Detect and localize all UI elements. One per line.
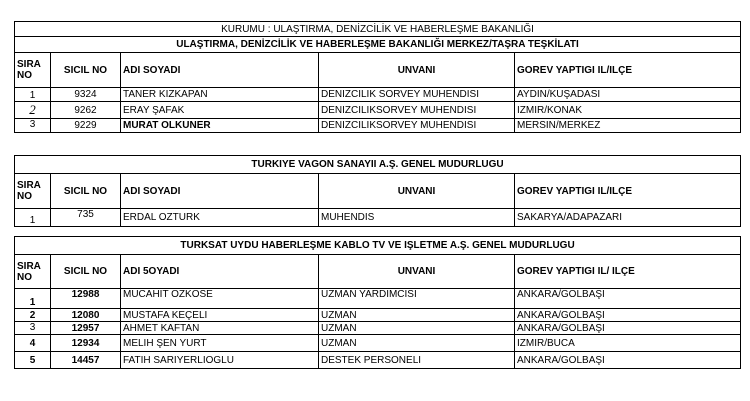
row-number: 5 <box>15 352 51 369</box>
row-sicil: 12957 <box>51 322 121 335</box>
table-row <box>15 289 741 309</box>
column-header-sicil: SICIL NO <box>51 255 121 289</box>
row-name: MELIH ŞEN YURT <box>121 335 319 352</box>
row-name: TANER KIZKAPAN <box>121 88 319 102</box>
row-title: MUHENDIS <box>319 209 515 227</box>
column-header-sira: SIRA NO <box>15 53 51 88</box>
row-number: 1 <box>15 289 51 309</box>
row-title: UZMAN <box>319 309 515 322</box>
row-name: AHMET KAFTAN <box>121 322 319 335</box>
row-title: DENIZCILIK SORVEY MUHENDISI <box>319 88 515 102</box>
row-name: ERAY ŞAFAK <box>121 102 319 119</box>
column-header-gorev: GOREV YAPTIGI IL/ ILÇE <box>515 255 741 289</box>
ministry-table <box>14 21 741 133</box>
column-header-sicil: SICIL NO <box>51 53 121 88</box>
row-location: AYDIN/KUŞADASI <box>515 88 741 102</box>
turksat-table <box>14 236 741 369</box>
table-row <box>15 352 741 369</box>
table-row <box>15 102 741 119</box>
row-title: DENIZCILIKSORVEY MUHENDISI <box>319 102 515 119</box>
row-title: DESTEK PERSONELI <box>319 352 515 369</box>
row-sicil: 12080 <box>51 309 121 322</box>
column-header-adi: ADI 5OYADI <box>121 255 319 289</box>
row-sicil: 9324 <box>51 88 121 102</box>
row-title: UZMAN <box>319 322 515 335</box>
row-name: MUCAHIT OZKOSE <box>121 289 319 309</box>
row-number: 2 <box>15 309 51 322</box>
row-sicil: 12934 <box>51 335 121 352</box>
row-location: ANKARA/GOLBAŞI <box>515 309 741 322</box>
row-title: UZMAN <box>319 335 515 352</box>
row-location: IZMIR/KONAK <box>515 102 741 119</box>
row-sicil: 735 <box>51 209 121 227</box>
institution-title: KURUMU : ULAŞTIRMA, DENİZCİLİK VE HABERLEŞME BAKANLIĞI <box>15 22 741 37</box>
row-location: ANKARA/GOLBAŞI <box>515 322 741 335</box>
row-location: ANKARA/GOLBAŞI <box>515 352 741 369</box>
row-location: MERSIN/MERKEZ <box>515 119 741 133</box>
row-number: 1 <box>15 209 51 227</box>
column-header-gorev: GOREV YAPTIGI IL/ILÇE <box>515 53 741 88</box>
row-location: SAKARYA/ADAPAZARI <box>515 209 741 227</box>
column-header-gorev: GOREV YAPTIGI IL/ILÇE <box>515 174 741 209</box>
row-name: MURAT OLKUNER <box>121 119 319 133</box>
column-header-sicil: SICIL NO <box>51 174 121 209</box>
row-sicil: 9229 <box>51 119 121 133</box>
row-number: 4 <box>15 335 51 352</box>
column-header-unvani: UNVANI <box>319 174 515 209</box>
table-row <box>15 119 741 133</box>
row-number: 1 <box>15 88 51 102</box>
row-number: 2 <box>15 102 51 119</box>
column-header-sira: SIRA NO <box>15 255 51 289</box>
section-title: ULAŞTIRMA, DENİZCİLİK VE HABERLEŞME BAKANLIĞI MERKEZ/TAŞRA TEŞKİLATI <box>15 37 741 53</box>
row-sicil: 12988 <box>51 289 121 309</box>
row-number: 3 <box>15 119 51 133</box>
table-row <box>15 322 741 335</box>
row-sicil: 14457 <box>51 352 121 369</box>
table-row <box>15 309 741 322</box>
row-title: UZMAN YARDIMCISI <box>319 289 515 309</box>
vagon-table <box>14 155 741 227</box>
column-header-sira: SIRA NO <box>15 174 51 209</box>
row-name: FATIH SARIYERLIOGLU <box>121 352 319 369</box>
row-sicil: 9262 <box>51 102 121 119</box>
row-number: 3 <box>15 322 51 335</box>
section-title: TURKSAT UYDU HABERLEŞME KABLO TV VE IŞLETME A.Ş. GENEL MUDURLUGU <box>15 237 741 255</box>
table-row <box>15 335 741 352</box>
table-row <box>15 209 741 227</box>
row-name: MUSTAFA KEÇELI <box>121 309 319 322</box>
row-location: IZMIR/BUCA <box>515 335 741 352</box>
row-title: DENIZCILIKSORVEY MUHENDISI <box>319 119 515 133</box>
column-header-unvani: UNVANI <box>319 255 515 289</box>
column-header-adi: ADI SOYADI <box>121 174 319 209</box>
row-location: ANKARA/GOLBAŞI <box>515 289 741 309</box>
table-row <box>15 88 741 102</box>
column-header-unvani: UNVANI <box>319 53 515 88</box>
section-title: TURKIYE VAGON SANAYII A.Ş. GENEL MUDURLUGU <box>15 156 741 174</box>
column-header-adi: ADI SOYADI <box>121 53 319 88</box>
row-name: ERDAL OZTURK <box>121 209 319 227</box>
